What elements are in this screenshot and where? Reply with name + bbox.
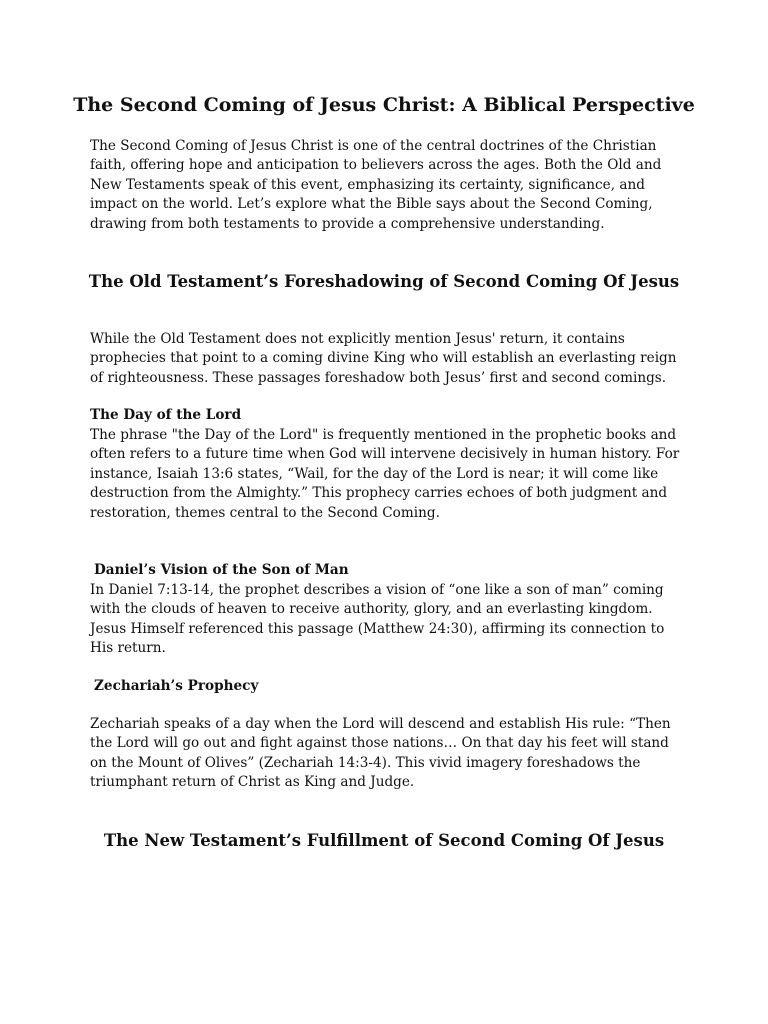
day-of-lord-paragraph: The phrase "the Day of the Lord" is frequently mentioned in the prophetic books and often refers to a future time when God will intervene decisively in human history. For instance, Isaiah 13:6 states, “Wail, for the day of the Lord is near; it will come like destruction from the Almighty.” This prophecy carries echoes of both judgment and restoration, themes central to the Second Coming. — [90, 427, 680, 521]
page-title: The Second Coming of Jesus Christ: A Biblical Perspective — [73, 94, 695, 116]
day-of-lord-heading: The Day of the Lord — [90, 407, 242, 423]
zechariah-heading: Zechariah’s Prophecy — [94, 678, 259, 694]
zechariah-paragraph: Zechariah speaks of a day when the Lord will descend and establish His rule: “Then the Lord will go out and fight against those nations… On that day his feet will stand on the Mount of Olives” (Zechariah 14:3-4). This vivid imagery foreshadows the triumphant return of Christ as King and Judge. — [90, 716, 671, 791]
old-testament-intro: While the Old Testament does not explicitly mention Jesus' return, it contains prophecies that point to a coming divine King who will establish an everlasting reign of righteousness. These passages foreshadow both Jesus’ first and second comings. — [90, 331, 677, 386]
new-testament-heading: The New Testament’s Fulfillment of Second Coming Of Jesus — [103, 831, 665, 850]
intro-paragraph: The Second Coming of Jesus Christ is one of the central doctrines of the Christian faith, offering hope and anticipation to believers across the ages. Both the Old and New Testaments speak of this event, emphasizing its certainty, significance, and impact on the world. Let’s explore what the Bible says about the Second Coming, drawing from both testaments to provide a comprehensive understanding. — [90, 138, 662, 232]
daniel-vision-paragraph: In Daniel 7:13-14, the prophet describes a vision of “one like a son of man” coming with the clouds of heaven to receive authority, glory, and an everlasting kingdom. Jesus Himself referenced this passage (Matthew 24:30), affirming its connection to His return. — [90, 582, 665, 657]
old-testament-heading: The Old Testament’s Foreshadowing of Second Coming Of Jesus — [88, 272, 680, 291]
daniel-vision-heading: Daniel’s Vision of the Son of Man — [94, 562, 349, 578]
